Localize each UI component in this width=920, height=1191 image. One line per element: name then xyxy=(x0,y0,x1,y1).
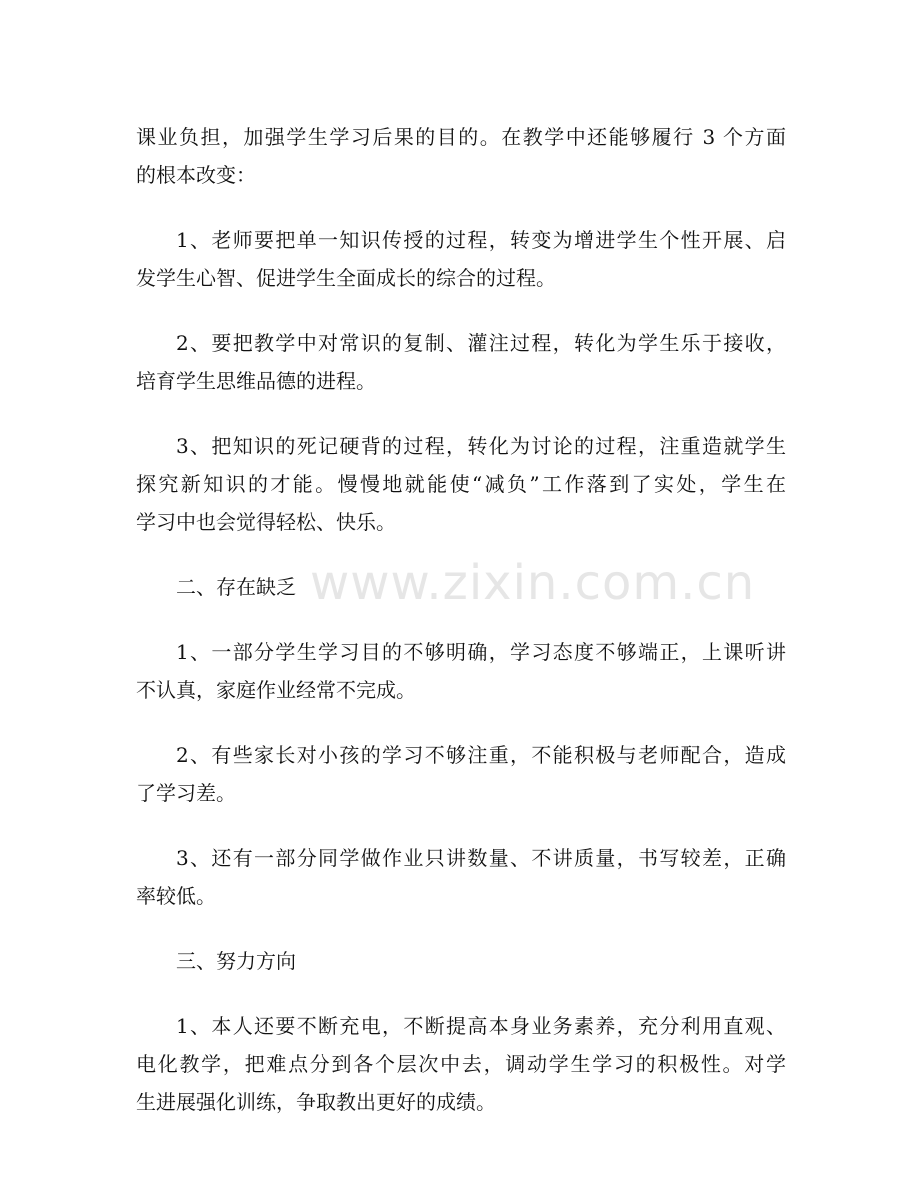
text-line: 课业负担，加强学生学习后果的目的。在教学中还能够履行 3 个方面 xyxy=(136,125,786,149)
text-line: 的根本改变： xyxy=(136,163,256,187)
paragraph xyxy=(136,221,786,297)
paragraph-gap xyxy=(136,194,786,221)
text-line: 3、还有一部分同学做作业只讲数量、不讲质量，书写较差，正确 xyxy=(176,846,786,870)
paragraph xyxy=(136,568,786,606)
text-line: 1、老师要把单一知识传授的过程，转变为增进学生个性开展、启 xyxy=(176,228,786,252)
text-line: 探究新知识的才能。慢慢地就能使“减负”工作落到了实处，学生在 xyxy=(136,472,786,496)
text-line: 发学生心智、促进学生全面成长的综合的过程。 xyxy=(136,266,556,290)
document-body xyxy=(136,118,786,1121)
text-line: 二、存在缺乏 xyxy=(176,575,296,599)
text-line: 不认真，家庭作业经常不完成。 xyxy=(136,678,416,702)
paragraph-gap xyxy=(136,915,786,942)
paragraph-gap xyxy=(136,400,786,427)
paragraph xyxy=(136,427,786,541)
paragraph-gap xyxy=(136,541,786,568)
text-line: 学习中也会觉得轻松、快乐。 xyxy=(136,510,396,534)
text-line: 1、本人还要不断充电，不断提高本身业务素养，充分利用直观、 xyxy=(176,1014,786,1038)
paragraph-gap xyxy=(136,812,786,839)
paragraph xyxy=(136,839,786,915)
paragraph xyxy=(136,118,786,194)
text-line: 2、有些家长对小孩的学习不够注重，不能积极与老师配合，造成 xyxy=(176,743,786,767)
paragraph xyxy=(136,942,786,980)
text-line: 2、要把教学中对常识的复制、灌注过程，转化为学生乐于接收， xyxy=(176,331,786,355)
paragraph xyxy=(136,736,786,812)
paragraph-gap xyxy=(136,297,786,324)
watermark: www.zixin.com.cn xyxy=(310,555,756,611)
text-line: 1、一部分学生学习目的不够明确，学习态度不够端正，上课听讲 xyxy=(176,640,786,664)
paragraph xyxy=(136,633,786,709)
paragraph xyxy=(136,1007,786,1121)
text-line: 了学习差。 xyxy=(136,781,236,805)
text-line: 电化教学，把难点分到各个层次中去，调动学生学习的积极性。对学 xyxy=(136,1052,786,1076)
paragraph-gap xyxy=(136,606,786,633)
text-line: 生进展强化训练，争取教出更好的成绩。 xyxy=(136,1090,496,1114)
paragraph xyxy=(136,324,786,400)
text-line: 率较低。 xyxy=(136,884,216,908)
paragraph-gap xyxy=(136,709,786,736)
paragraph-gap xyxy=(136,980,786,1007)
text-line: 三、努力方向 xyxy=(176,949,296,973)
text-line: 3、把知识的死记硬背的过程，转化为讨论的过程，注重造就学生 xyxy=(176,434,786,458)
text-line: 培育学生思维品德的进程。 xyxy=(136,369,376,393)
